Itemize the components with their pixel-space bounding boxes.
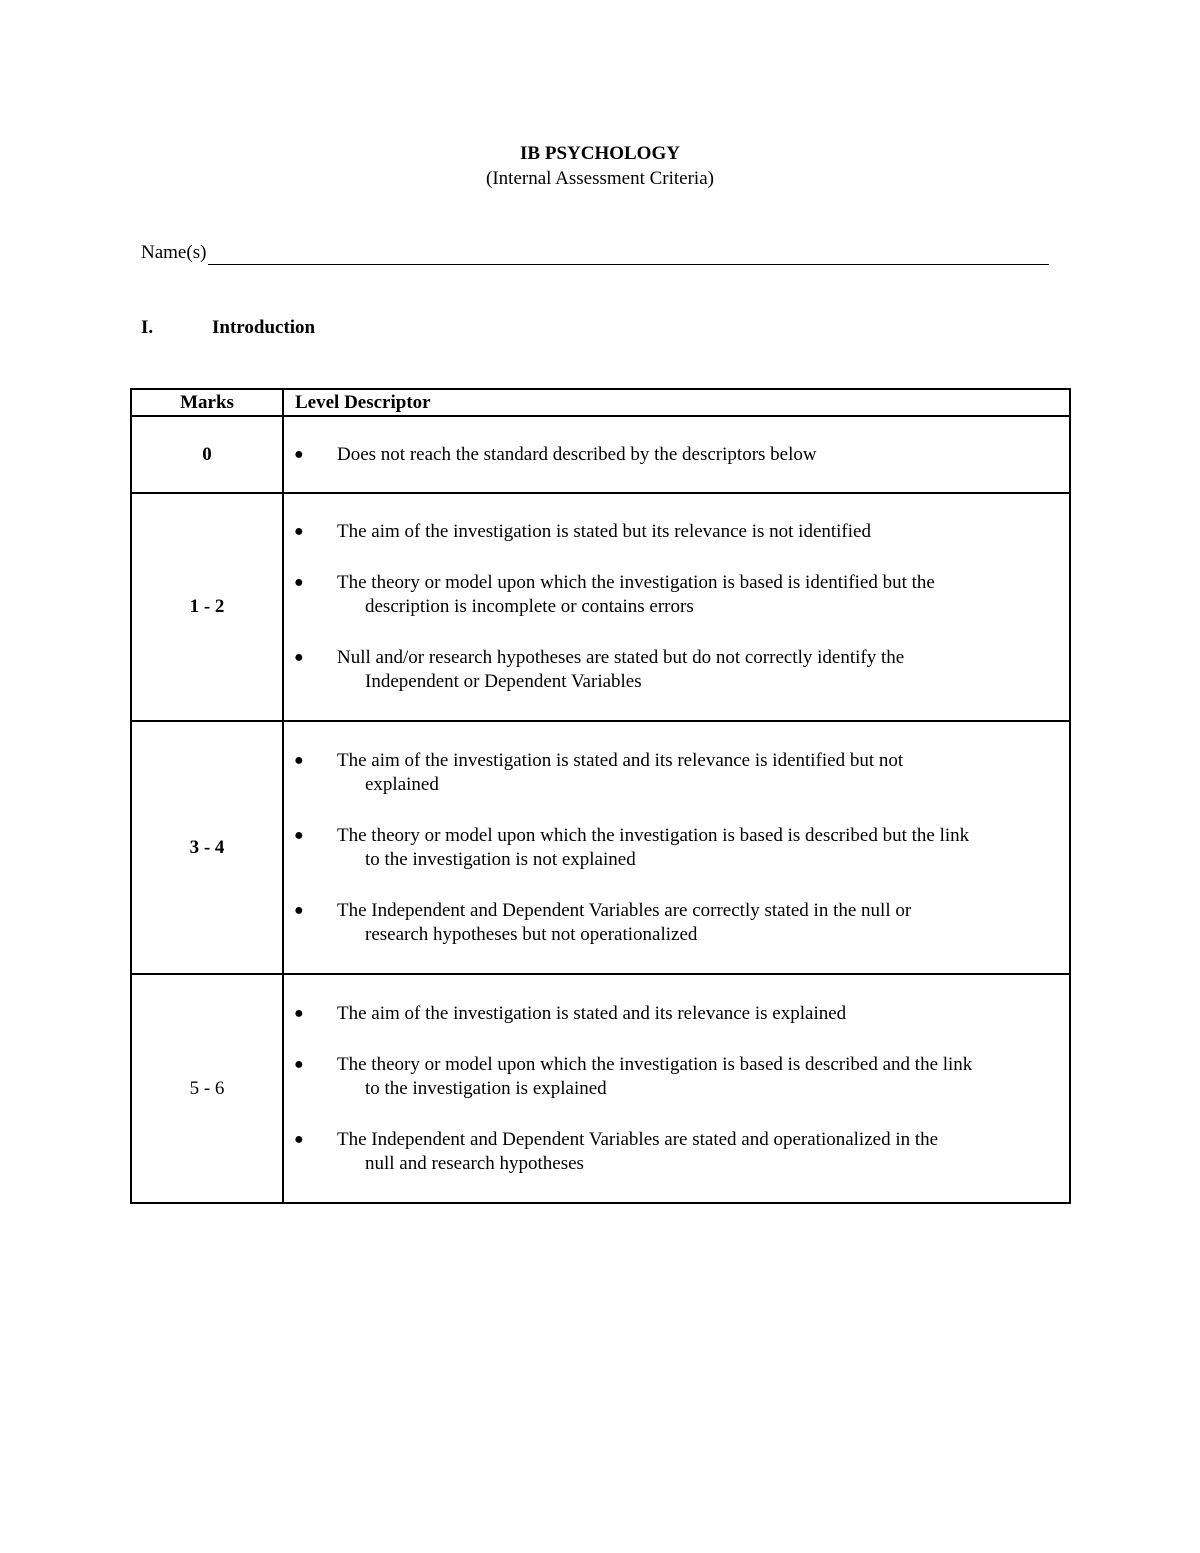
marks-cell: 5 - 6 xyxy=(131,974,283,1203)
spacer xyxy=(284,544,1069,571)
descriptor-cell xyxy=(283,493,1070,721)
descriptor-item: ● The Independent and Dependent Variables are correctly stated in the null or research hypotheses but not operationalized xyxy=(294,899,912,945)
table-row xyxy=(131,416,1070,493)
table-row xyxy=(131,974,1070,1203)
bullet-icon: ● xyxy=(294,1130,304,1148)
bullet-icon: ● xyxy=(294,649,304,666)
document-subtitle: (Internal Assessment Criteria) xyxy=(486,168,714,189)
marks-cell: 3 - 4 xyxy=(131,721,283,974)
bullet-icon: ● xyxy=(294,523,304,540)
header-marks: Marks xyxy=(131,389,283,416)
name-label: Name(s) xyxy=(141,242,207,263)
descriptor-item: ● The aim of the investigation is stated and its relevance is identified but not explained xyxy=(294,749,904,795)
spacer xyxy=(284,619,1069,646)
section-title: Introduction xyxy=(212,317,316,338)
table-header-row xyxy=(131,389,1070,416)
bullet-icon: ● xyxy=(294,1004,304,1022)
header-level-descriptor: Level Descriptor xyxy=(283,389,1070,416)
spacer xyxy=(284,1101,1069,1128)
spacer xyxy=(284,872,1069,899)
descriptor-item: ● The Independent and Dependent Variables are stated and operationalized in the null and research hypotheses xyxy=(294,1128,939,1174)
marks-cell: 0 xyxy=(131,416,283,493)
bullet-icon: ● xyxy=(294,1055,304,1073)
descriptor-item: ● The aim of the investigation is stated and its relevance is explained xyxy=(294,1002,847,1024)
section-number: I. xyxy=(141,317,154,338)
marks-cell: 1 - 2 xyxy=(131,493,283,721)
descriptor-item: ● Null and/or research hypotheses are stated but do not correctly identify the Independent or Dependent Variables xyxy=(294,647,905,692)
descriptor-cell xyxy=(283,416,1070,493)
name-field xyxy=(141,241,1049,265)
descriptor-item: ● The aim of the investigation is stated but its relevance is not identified xyxy=(294,521,871,542)
descriptor-cell xyxy=(283,721,1070,974)
bullet-icon: ● xyxy=(294,574,304,591)
table-row xyxy=(131,493,1070,721)
bullet-icon: ● xyxy=(294,445,304,463)
name-blank-line[interactable] xyxy=(208,245,1049,265)
criteria-table xyxy=(130,388,1071,1204)
table-row xyxy=(131,721,1070,974)
document-title: IB PSYCHOLOGY xyxy=(520,143,680,164)
descriptor-item: ● The theory or model upon which the investigation is based is described but the link to the investigation is not explained xyxy=(294,824,970,870)
bullet-icon: ● xyxy=(294,826,304,844)
bullet-icon: ● xyxy=(294,901,304,919)
spacer xyxy=(284,797,1069,824)
descriptor-item: ● The theory or model upon which the investigation is based is described and the link to the investigation is explained xyxy=(294,1053,973,1099)
descriptor-item: ● The theory or model upon which the investigation is based is identified but the description is incomplete or contains errors xyxy=(294,572,935,617)
descriptor-cell xyxy=(283,974,1070,1203)
bullet-icon: ● xyxy=(294,751,304,769)
spacer xyxy=(284,1026,1069,1053)
descriptor-item: ● Does not reach the standard described by the descriptors below xyxy=(294,443,817,465)
